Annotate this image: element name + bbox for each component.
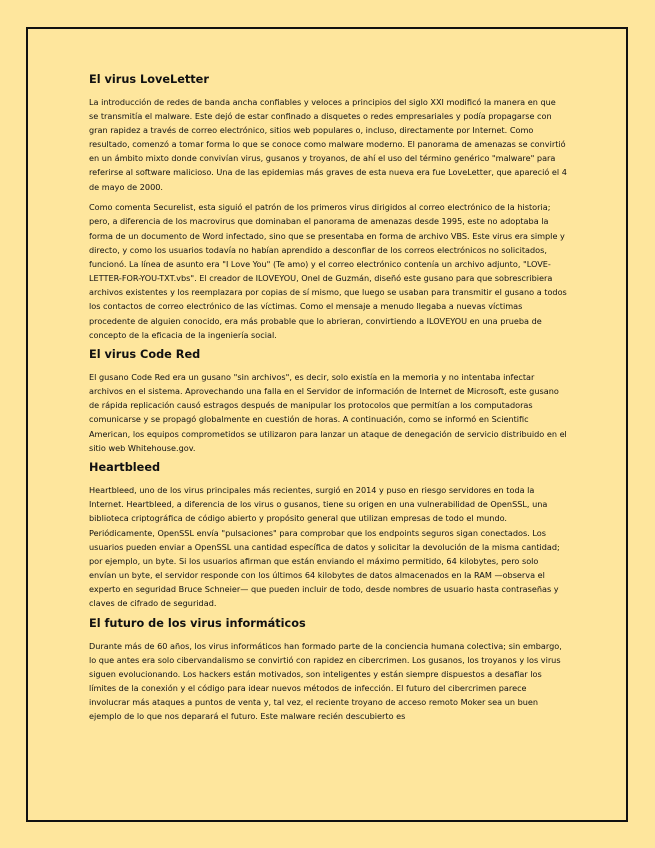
document-body [89,73,567,730]
section-code-red [89,348,567,455]
section-loveletter [89,73,567,342]
paragraph: Como comenta Securelist, esta siguió el patrón de los primeros virus dirigidos al correo electrónico de la historia; pero, a diferencia de los macrovirus que dominaban el panorama de amenazas desde 1995, este no adoptaba la forma de un documento de Word infectado, sino que se presentaba en forma de archivo VBS. Este virus era simple y directo, y como los usuarios todavía no habían aprendido a desconfiar de los correos electrónicos no solicitados, funcionó. La línea de asunto era "I Love You" (Te amo) y el correo electrónico contenía un archivo adjunto, "LOVE-LETTER-FOR-YOU-TXT.vbs". El creador de ILOVEYOU, Onel de Guzmán, diseñó este gusano para que sobrescribiera archivos existentes y los reemplazara por copias de sí mismo, que luego se usaban para transmitir el gusano a todos los contactos de correo electrónico de las víctimas. Como el mensaje a menudo llegaba a nuevas víctimas procedente de alguien conocido, era más probable que lo abrieran, convirtiendo a ILOVEYOU en una prueba de concepto de la eficacia de la ingeniería social. [89,202,567,340]
section-future [89,617,567,724]
paragraph: Durante más de 60 años, los virus informáticos han formado parte de la conciencia humana colectiva; sin embargo, lo que antes era solo cibervandalismo se convirtió con rapidez en cibercrimen. Los gusanos, los troyanos y los virus siguen evolucionando. Los hackers están motivados, son inteligentes y están siempre dispuestos a desafiar los límites de la conexión y el código para idear nuevos métodos de infección. El futuro del cibercrimen parece involucrar más ataques a puntos de venta y, tal vez, el reciente troyano de acceso remoto Moker sea un buen ejemplo de lo que nos deparará el futuro. Este malware recién descubierto es [89,640,562,722]
paragraph: La introducción de redes de banda ancha confiables y veloces a principios del siglo XXI modificó la manera en que se transmitía el malware. Este dejó de estar confinado a disquetes o redes empresariales y podía propagarse con gran rapidez a través de correo electrónico, sitios web populares o, incluso, directamente por Internet. Como resultado, comenzó a tomar forma lo que se conoce como malware moderno. El panorama de amenazas se convirtió en un ámbito mixto donde convivían virus, gusanos y troyanos, de ahí el uso del término genérico "malware" para referirse al software malicioso. Una de las epidemias más graves de esta nueva era fue LoveLetter, que apareció el 4 de mayo de 2000. [89,96,567,192]
section-heading: El virus LoveLetter [89,73,209,86]
section-heading: Heartbleed [89,461,161,475]
paragraph: Heartbleed, uno de los virus principales más recientes, surgió en 2014 y puso en riesgo servidores en toda la Internet. Heartbleed, a diferencia de los virus o gusanos, tiene su origen en una vulnerabilidad de OpenSSL, una biblioteca criptográfica de código abierto y propósito general que utilizan empresas de todo el mundo. Periódicamente, OpenSSL envía "pulsaciones" para comprobar que los endpoints seguros sigan conectados. Los usuarios pueden enviar a OpenSSL una cantidad específica de datos y solicitar la devolución de la misma cantidad; por ejemplo, un byte. Si los usuarios afirman que están enviando el máximo permitido, 64 kilobytes, pero solo envían un byte, el servidor responde con los últimos 64 kilobytes de datos almacenados en la RAM —observa el experto en seguridad Bruce Schneier— que pueden incluir de todo, desde nombres de usuario hasta contraseñas y claves de cifrado de seguridad. [89,485,560,609]
section-heading: El futuro de los virus informáticos [89,617,306,631]
paragraph: El gusano Code Red era un gusano "sin archivos", es decir, solo existía en la memoria y no intentaba infectar archivos en el sistema. Aprovechando una falla en el Servidor de información de Internet de Microsoft, este gusano de rápida replicación causó estragos después de manipular los protocolos que permitían a los computadoras comunicarse y se propagó globalmente en cuestión de horas. A continuación, como se informó en Scientific American, los equipos comprometidos se utilizaron para lanzar un ataque de denegación de servicio distribuido en el sitio web Whitehouse.gov. [89,372,567,453]
section-heartbleed [89,461,567,610]
section-heading: El virus Code Red [89,348,201,362]
